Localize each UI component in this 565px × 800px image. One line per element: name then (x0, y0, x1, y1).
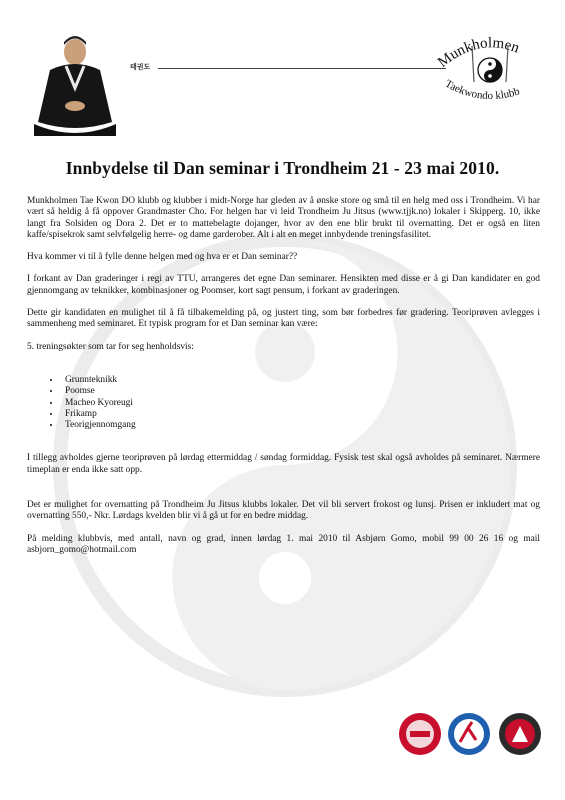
list-item: • Poomse (61, 386, 540, 397)
munkholmen-club-logo (430, 32, 548, 106)
paragraph-feedback: Dette gir kandidaten en mulighet til å få tilbakemelding på, og justert ting, som bør forbedres før gradering. Teoriprøven avlegges i sammenheng med seminaret. Et typisk program for et Dan seminar kan være: (27, 308, 540, 330)
paragraph-theory-test: I tillegg avholdes gjerne teoriprøven på lørdag ettermiddag / søndag formiddag. Fysisk test skal også avholdes på seminaret. Nærmere timeplan er enda ikke satt opp. (27, 453, 540, 475)
list-item: • Teorigjennomgang (61, 420, 540, 431)
page-title: Innbydelse til Dan seminar i Trondheim 21 - 23 mai 2010. (65, 158, 500, 178)
club-badge-dark-icon (499, 713, 541, 755)
club-logo-subtitle: Taekwondo klubb (442, 77, 522, 103)
yin-yang-icon (478, 58, 502, 82)
taekwondo-hangul: 태권도 (130, 63, 151, 71)
paragraph-registration: På melding klubbvis, med antall, navn og grad, innen lørdag 1. mai 2010 til Asbjørn Gomo, mobil 99 00 26 16 og mail asbjorn_gomo@hotmail.com (27, 533, 540, 555)
list-item: • Frikamp (61, 409, 540, 420)
paragraph-purpose: I forkant av Dan graderinger i regi av TTU, arrangeres det egne Dan seminarer. Hensikten med disse er å gi Dan kandidater en god gjennomgang av teknikker, kombinasjoner og Poomser, kort sagt pensum, i forkant av graderingen. (27, 274, 540, 296)
federation-logos (398, 710, 544, 758)
paragraph-intro: Munkholmen Tae Kwon DO klubb og klubber i midt-Norge har gleden av å ønske store og små til en helg med oss i Trondheim. Vi har vært så heldig å få oppover Grandmaster Cho. For helgen har vi leid Trondheim Ju Jitsus (www.tjjk.no) lokaler i Skipperg. 10, ikke langt fra Solsiden og Dora 2. Det er to mattebelagte dojanger, hvor av den ene blir brukt til overnatting. Det er også en liten kaffe/spisekrok samt selvfølgelig herre- og dame garderober. Alt i alt en meget innbydende treningsfasilitet. (27, 196, 540, 240)
header-rule (158, 68, 446, 69)
club-badge-blue-icon (448, 713, 490, 755)
paragraph-sessions: 5. treningsøkter som tar for seg henholdsvis: (27, 341, 194, 352)
list-item: • Grunnteknikk (61, 375, 540, 386)
club-badge-red-icon (399, 713, 441, 755)
session-list (27, 375, 540, 431)
paragraph-question: Hva kommer vi til å fylle denne helgen med og hva er et Dan seminar?? (27, 252, 298, 263)
invitation-body (27, 196, 540, 556)
svg-text:Taekwondo klubb (443, 78, 522, 102)
paragraph-accommodation: Det er mulighet for overnatting på Trondheim Ju Jitsus klubbs lokaler. Det vil bli servert frokost og lunsj. Prisen er inkludert mat og overnatting 550,- Nkr. Lørdags kvelden blir vi å gå ut for en bedre middag. (27, 500, 540, 522)
grandmaster-photo (32, 30, 118, 138)
list-item: • Macheo Kyoreugi (61, 398, 540, 409)
club-logo-title: Munkholmen (435, 35, 522, 71)
